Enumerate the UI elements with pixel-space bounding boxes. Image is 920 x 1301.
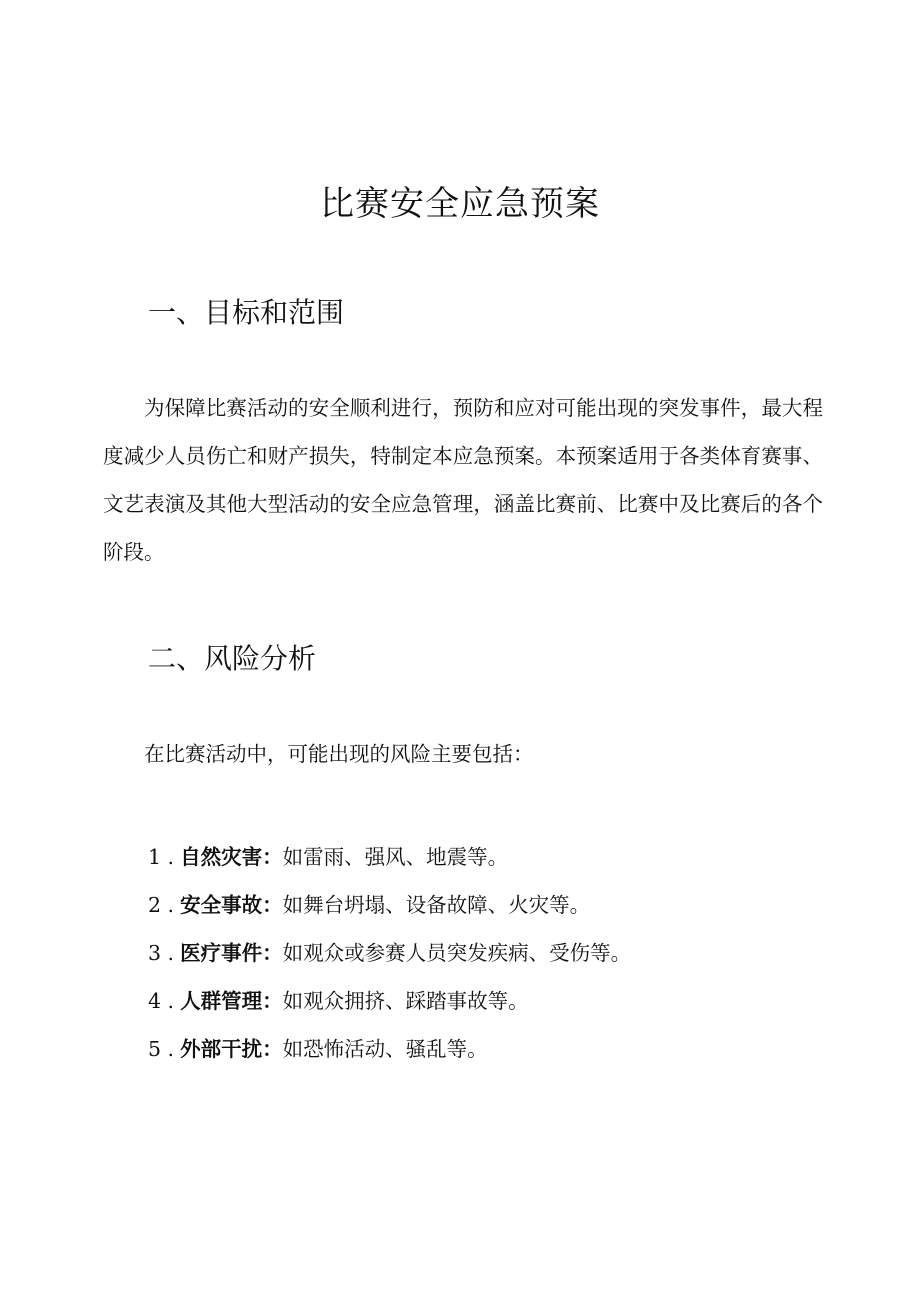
list-item-description: 如恐怖活动、骚乱等。 [282, 1037, 488, 1061]
section-heading-risks: 二、风险分析 [148, 642, 317, 675]
list-item-number: 1 . [148, 845, 175, 869]
list-item-number: 5 . [148, 1037, 175, 1061]
list-item-description: 如观众拥挤、踩踏事故等。 [282, 989, 529, 1013]
list-item-term: 安全事故： [180, 893, 283, 917]
list-item-term: 人群管理： [180, 989, 283, 1013]
list-item-term: 外部干扰： [180, 1037, 283, 1061]
section-heading-goals: 一、目标和范围 [148, 296, 345, 329]
list-item [148, 977, 631, 1025]
list-item [148, 1025, 631, 1073]
list-item-number: 2 . [148, 893, 175, 917]
list-item-description: 如舞台坍塌、设备故障、火灾等。 [282, 893, 591, 917]
list-item [148, 833, 631, 881]
list-item-term: 自然灾害： [180, 845, 283, 869]
section-paragraph-goals: 为保障比赛活动的安全顺利进行，预防和应对可能出现的突发事件，最大程度减少人员伤亡和财产损失，特制定本应急预案。本预案适用于各类体育赛事、文艺表演及其他大型活动的安全应急管理，涵盖比赛前、比赛中及比赛后的各个阶段。 [103, 396, 823, 564]
risk-list [148, 833, 631, 1073]
list-item-description: 如观众或参赛人员突发疾病、受伤等。 [282, 941, 632, 965]
list-item-term: 医疗事件： [180, 941, 283, 965]
list-item-description: 如雷雨、强风、地震等。 [282, 845, 509, 869]
section-paragraph-risks: 在比赛活动中，可能出现的风险主要包括： [144, 742, 534, 766]
document-title: 比赛安全应急预案 [320, 184, 600, 224]
list-item-number: 4 . [148, 989, 175, 1013]
list-item [148, 881, 631, 929]
list-item [148, 929, 631, 977]
list-item-number: 3 . [148, 941, 175, 965]
